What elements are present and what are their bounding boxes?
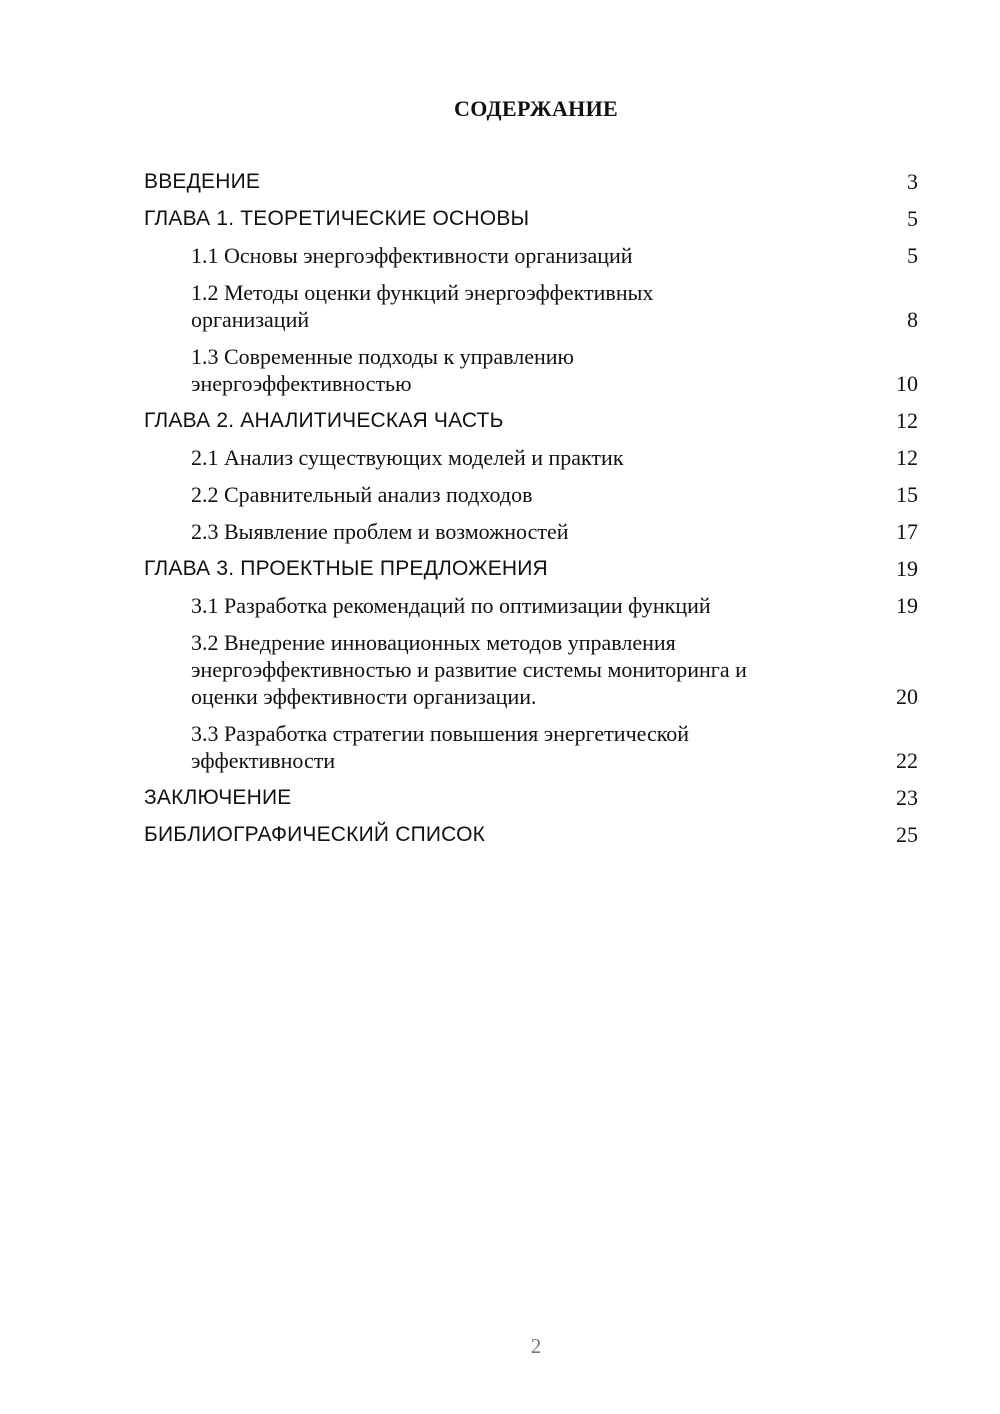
toc-entry-page: 5: [907, 206, 918, 231]
toc-entry-label: ГЛАВА 3. ПРОЕКТНЫЕ ПРЕДЛОЖЕНИЯ: [144, 557, 548, 580]
toc-entry-section-2-3[interactable]: [144, 518, 918, 545]
toc-entry-section-1-1[interactable]: [144, 242, 918, 269]
toc-entry-chapter-1[interactable]: [144, 205, 918, 232]
toc-entry-chapter-3[interactable]: [144, 555, 918, 582]
toc-entry-introduction[interactable]: [144, 168, 918, 195]
toc-entry-label: БИБЛИОГРАФИЧЕСКИЙ СПИСОК: [144, 823, 486, 846]
toc-entry-label: ГЛАВА 2. АНАЛИТИЧЕСКАЯ ЧАСТЬ: [144, 409, 504, 432]
toc-entry-page: 22: [896, 748, 918, 773]
toc-entry-page: 8: [907, 307, 918, 332]
toc-entry-label: ВВЕДЕНИЕ: [144, 170, 261, 193]
toc-entry-bibliography[interactable]: [144, 821, 918, 848]
toc-entry-page: 17: [896, 519, 918, 544]
toc-entry-page: 19: [896, 593, 918, 618]
toc-entry-label: ГЛАВА 1. ТЕОРЕТИЧЕСКИЕ ОСНОВЫ: [144, 207, 530, 230]
toc-entry-section-2-1[interactable]: [144, 444, 918, 471]
toc-entry-page: 3: [907, 169, 918, 194]
toc-entry-section-3-1[interactable]: [144, 592, 918, 619]
toc-entry-page: 25: [896, 822, 918, 847]
toc-entry-page: 12: [896, 408, 918, 433]
toc-entry-page: 15: [896, 482, 918, 507]
toc-entry-section-1-3[interactable]: [144, 343, 918, 397]
toc-entry-page: 23: [896, 785, 918, 810]
toc-entry-page: 5: [907, 243, 918, 268]
toc-entry-page: 19: [896, 556, 918, 581]
toc-entry-conclusion[interactable]: [144, 784, 918, 811]
page-number: 2: [530, 1334, 542, 1358]
toc-entry-section-3-3[interactable]: [144, 720, 918, 774]
toc-entry-section-1-2[interactable]: [144, 279, 918, 333]
toc-entry-label: ЗАКЛЮЧЕНИЕ: [144, 786, 292, 809]
toc-entry-chapter-2[interactable]: [144, 407, 918, 434]
toc-entry-label: 1.3 Современные подходы к управлению энергоэффективностью: [191, 344, 574, 396]
toc-entry-label: 2.3 Выявление проблем и возможностей: [191, 519, 569, 544]
toc-entry-label: 2.1 Анализ существующих моделей и практик: [191, 445, 624, 470]
toc-entry-page: 20: [896, 684, 918, 709]
toc-entry-label: 3.3 Разработка стратегии повышения энергетической эффективности: [191, 721, 690, 773]
toc-entry-label: 1.1 Основы энергоэффективности организаций: [191, 243, 633, 268]
toc-entry-page: 12: [896, 445, 918, 470]
page-title: СОДЕРЖАНИЕ: [454, 96, 618, 121]
table-of-contents: [144, 168, 918, 858]
toc-entry-label: 1.2 Методы оценки функций энергоэффективных организаций: [191, 280, 654, 332]
toc-entry-label: 3.2 Внедрение инновационных методов управления энергоэффективностью и развитие системы мониторинга и оценки эффективности организации.: [191, 630, 747, 709]
toc-entry-page: 10: [896, 371, 918, 396]
toc-entry-section-2-2[interactable]: [144, 481, 918, 508]
toc-entry-section-3-2[interactable]: [144, 629, 918, 710]
toc-entry-label: 3.1 Разработка рекомендаций по оптимизации функций: [191, 593, 711, 618]
toc-entry-label: 2.2 Сравнительный анализ подходов: [191, 482, 533, 507]
